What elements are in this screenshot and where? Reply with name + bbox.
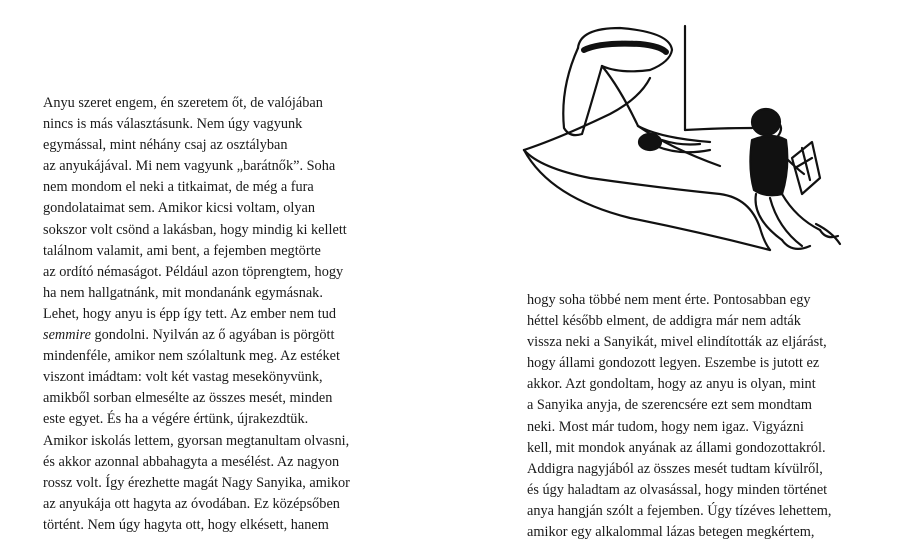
left-page	[0, 0, 452, 558]
text-line: Anyu szeret engem, én szeretem őt, de valójában	[43, 95, 323, 111]
text-line: hogy állami gondozott legyen. Eszembe is jutott ez	[527, 355, 820, 372]
text-line: és akkor azonnal abbahagyta a mesélést. Az nagyon	[43, 453, 340, 470]
text-line: egymással, mint néhány csaj az osztályban	[43, 137, 288, 154]
left-text-column	[43, 93, 423, 536]
shoe-illustration	[520, 18, 865, 270]
text-line: Lehet, hogy anyu is épp így tett. Az ember nem tud	[43, 305, 337, 322]
text-line: este egyet. És ha a végére értünk, újrakezdtük.	[43, 411, 309, 428]
text-line: amikor egy alkalommal lázas betegen megkértem,	[527, 524, 815, 541]
text-line: kell, mit mondok anyának az állami gondozottakról.	[527, 439, 826, 456]
text-line: az anyukája ott hagyta az óvodában. Ez középsőben	[43, 495, 340, 512]
text-line-italic	[43, 325, 423, 346]
text-line: héttel később elment, de addigra már nem adták	[527, 313, 801, 330]
text-line: anya hangján szólt a fejemben. Úgy tízéves lehettem,	[527, 502, 832, 519]
text-line: nem mondom el neki a titkaimat, de még a fura	[43, 179, 314, 196]
text-line: neki. Most már tudom, hogy nem igaz. Vigyázni	[527, 418, 804, 435]
text-line: sokszor volt csönd a lakásban, hogy mindig ki kellett	[43, 221, 347, 238]
right-page	[452, 0, 905, 558]
text-line: Amikor iskolás lettem, gyorsan megtanultam olvasni,	[43, 432, 350, 449]
text-line: mindenféle, amikor nem szólaltunk meg. Az estéket	[43, 348, 340, 365]
text-line: az anyukájával. Mi nem vagyunk „barátnők”. Soha	[43, 158, 336, 175]
text-line: nincs is más választásunk. Nem úgy vagyunk	[43, 116, 303, 133]
text-fragment: gondolni. Nyilván az ő agyában is pörgött	[90, 327, 335, 344]
right-text-column	[527, 290, 905, 543]
text-line: Addigra nagyjából az összes mesét tudtam kívülről,	[527, 460, 823, 477]
text-line: találnom valamit, ami bent, a fejemben megtörte	[43, 242, 321, 259]
text-line: viszont imádtam: volt két vastag mesekönyvünk,	[43, 369, 323, 386]
text-line: történt. Nem úgy hagyta ott, hogy elkésett, hanem	[43, 516, 329, 533]
text-line: ha nem hallgatnánk, mit mondanánk egymásnak.	[43, 284, 323, 301]
italic-word: semmire	[43, 327, 91, 344]
text-line: amikből sorban elmesélte az összes mesét, minden	[43, 390, 333, 407]
text-line: hogy soha többé nem ment érte. Pontosabban egy	[527, 292, 811, 308]
text-line: gondolataimat sem. Amikor kicsi voltam, olyan	[43, 200, 315, 217]
text-line: és úgy haladtam az olvasással, hogy minden történet	[527, 481, 828, 498]
text-line: akkor. Azt gondoltam, hogy az anyu is olyan, mint	[527, 376, 816, 393]
text-line: rossz volt. Így érezhette magát Nagy Sanyika, amikor	[43, 474, 350, 491]
text-line: vissza neki a Sanyikát, mivel elindították az eljárást,	[527, 334, 827, 351]
text-line: az ordító némaságot. Például azon töprengtem, hogy	[43, 263, 344, 280]
text-line: a Sanyika anyja, de szerencsére ezt sem mondtam	[527, 397, 813, 414]
